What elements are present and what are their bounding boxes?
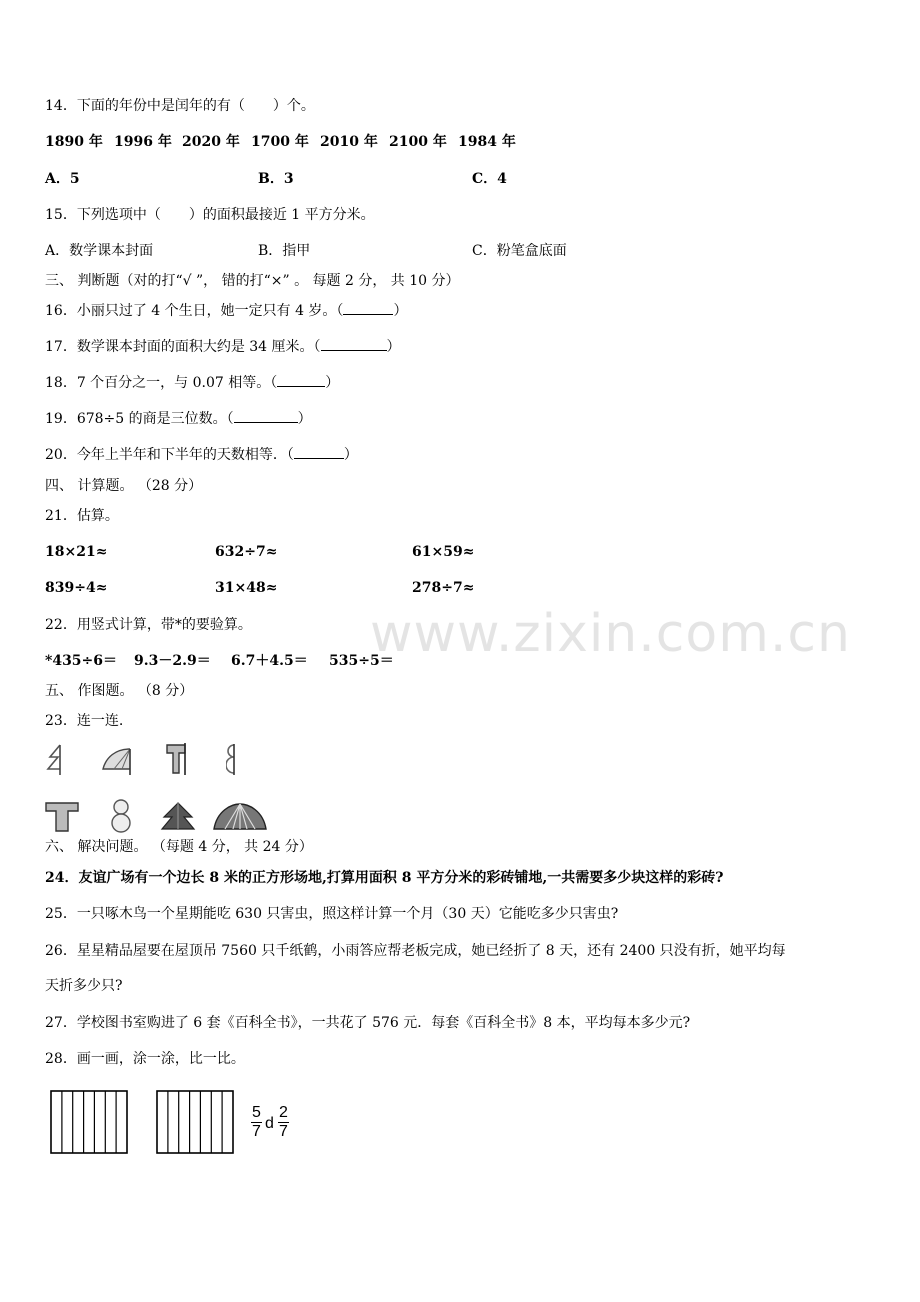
section-4-title: 四、 计算题。 （28 分） [45, 478, 203, 494]
q14-year-1: 1890 年 [45, 134, 103, 150]
q15-option-a: A．数学课本封面 [45, 243, 154, 259]
fraction-left-denominator: 7 [252, 1123, 261, 1140]
q27-text: 27．学校图书室购进了 6 套《百科全书》，一共花了 576 元．每套《百科全书》8 本，平均每本多少元? [45, 1015, 691, 1031]
q16-answer-blank[interactable] [343, 302, 393, 315]
q17-text: 17．数学课本封面的面积大约是 34 厘米。（ [45, 339, 321, 355]
q16-close: ） [393, 303, 408, 319]
q22-stem: 22．用竖式计算，带*的要验算。 [45, 617, 252, 633]
compare-symbol[interactable]: d [265, 1115, 274, 1132]
q20-close: ） [343, 447, 358, 463]
watermark: www.zixin.com.cn [370, 604, 851, 664]
q19 [45, 410, 312, 428]
q20-answer-blank[interactable] [294, 446, 344, 459]
q15-option-c: C．粉笔盒底面 [472, 243, 567, 259]
snowman-icon[interactable] [108, 798, 134, 834]
q18-close: ） [325, 375, 340, 391]
q21-item-4: 839÷4≈ [45, 580, 108, 596]
q21-item-3: 61×59≈ [412, 544, 475, 560]
q22-item-2: 9.3－2.9＝ [134, 653, 211, 669]
q23-stem: 23．连一连. [45, 713, 124, 729]
q21-item-1: 18×21≈ [45, 544, 108, 560]
half-mushroom-icon[interactable] [165, 743, 189, 777]
q14-year-7: 1984 年 [458, 134, 516, 150]
q26-line-1: 26．星星精品屋要在屋顶吊 7560 只千纸鹤，小雨答应帮老板完成，她已经折了 8 天，还有 2400 只没有折，她平均每 [45, 943, 786, 959]
q14-option-a: A．5 [45, 171, 80, 187]
q22-item-4: 535÷5＝ [329, 653, 394, 669]
q19-answer-blank[interactable] [234, 410, 298, 423]
q28-stem: 28．画一画，涂一涂，比一比。 [45, 1051, 245, 1067]
section-5-title: 五、 作图题。 （8 分） [45, 683, 194, 699]
q14-option-c: C．4 [472, 171, 507, 187]
fraction-right [278, 1104, 289, 1141]
q21-item-5: 31×48≈ [215, 580, 278, 596]
section-3-title: 三、 判断题（对的打“√ ”， 错的打“×” 。 每题 2 分， 共 10 分） [45, 273, 460, 289]
q14-year-5: 2010 年 [320, 134, 378, 150]
half-snowman-icon[interactable] [226, 743, 244, 777]
fraction-rect-right[interactable] [156, 1090, 236, 1156]
q14-year-3: 2020 年 [182, 134, 240, 150]
fraction-right-denominator: 7 [279, 1123, 288, 1140]
q21-item-6: 278÷7≈ [412, 580, 475, 596]
umbrella-icon[interactable] [211, 801, 269, 833]
q14-year-4: 1700 年 [251, 134, 309, 150]
fraction-right-numerator: 2 [279, 1104, 288, 1121]
q22-item-1: *435÷6＝ [45, 653, 118, 669]
q14-year-2: 1996 年 [114, 134, 172, 150]
fraction-rect-left[interactable] [50, 1090, 130, 1156]
half-umbrella-icon[interactable] [100, 743, 132, 775]
mushroom-icon[interactable] [44, 801, 80, 833]
q18 [45, 374, 339, 392]
q20-text: 20．今年上半年和下半年的天数相等．（ [45, 447, 294, 463]
q16 [45, 302, 407, 320]
q17 [45, 338, 401, 356]
tree-icon[interactable] [160, 801, 196, 833]
q24-text: 24．友谊广场有一个边长 8 米的正方形场地,打算用面积 8 平方分米的彩砖铺地,一共需要多少块这样的彩砖? [45, 870, 724, 886]
q19-text: 19．678÷5 的商是三位数。（ [45, 411, 234, 427]
fraction-left-numerator: 5 [252, 1104, 261, 1121]
q26-line-2: 天折多少只? [45, 978, 123, 994]
q14-year-6: 2100 年 [389, 134, 447, 150]
q21-stem: 21．估算。 [45, 508, 119, 524]
q21-item-2: 632÷7≈ [215, 544, 278, 560]
q17-close: ） [386, 339, 401, 355]
q18-text: 18．7 个百分之一，与 0.07 相等。（ [45, 375, 278, 391]
q14-stem: 14．下面的年份中是闰年的有（ ）个。 [45, 98, 315, 114]
q18-answer-blank[interactable] [277, 374, 325, 387]
fraction-left [251, 1104, 262, 1141]
section-6-title: 六、 解决问题。 （每题 4 分， 共 24 分） [45, 839, 313, 855]
q25-text: 25．一只啄木鸟一个星期能吃 630 只害虫，照这样计算一个月（30 天）它能吃多少只害虫? [45, 906, 619, 922]
q19-close: ） [297, 411, 312, 427]
q14-option-b: B．3 [258, 171, 294, 187]
q15-option-b: B．指甲 [258, 243, 311, 259]
q15-stem: 15．下列选项中（ ）的面积最接近 1 平方分米。 [45, 207, 375, 223]
q20 [45, 446, 358, 464]
half-tree-icon[interactable] [44, 743, 68, 777]
q17-answer-blank[interactable] [321, 338, 387, 351]
q16-text: 16．小丽只过了 4 个生日，她一定只有 4 岁。（ [45, 303, 344, 319]
q22-item-3: 6.7＋4.5＝ [231, 653, 308, 669]
